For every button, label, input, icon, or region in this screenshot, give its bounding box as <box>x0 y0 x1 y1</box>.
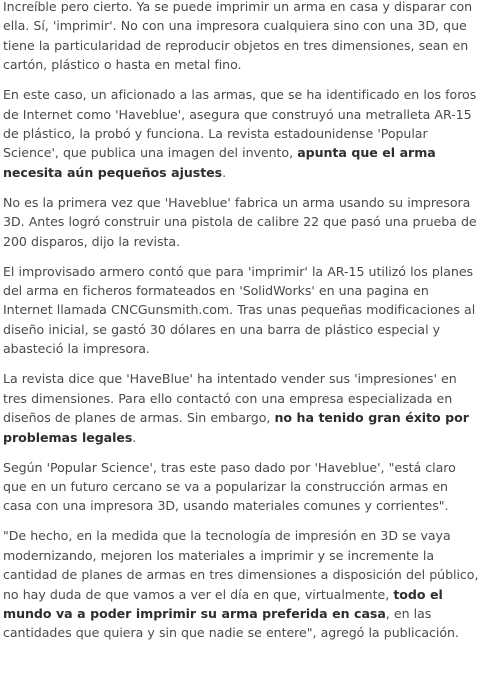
paragraph-previous-pistol <box>3 193 479 251</box>
paragraph-text: Increíble pero cierto. Ya se puede imprimir un arma en casa y disparar con ella. Sí, 'imprimir'. No con una impresora cualquiera sino con una 3D, que tiene la particularidad de reproducir objetos en tres dimensiones, sean en cartón, plástico o hasta en metal fino. <box>3 0 473 73</box>
paragraph-emphasis: apunta que el arma necesita aún pequeños ajustes <box>3 145 436 180</box>
article-body <box>3 0 479 653</box>
paragraph-plans-cost <box>3 262 479 359</box>
paragraph-intro <box>3 0 479 75</box>
paragraph-text: En este caso, un aficionado a las armas, que se ha identificado en los foros de Internet como 'Haveblue', asegura que construyó una metralleta AR-15 de plástico, la probó y funciona. La revista estadounidense 'Popular Science', que publica una imagen del invento, <box>3 87 477 161</box>
paragraph-emphasis: todo el mundo va a poder imprimir su arma preferida en casa <box>3 586 443 621</box>
paragraph-text: . <box>222 164 227 180</box>
paragraph-text: El improvisado armero contó que para 'imprimir' la AR-15 utilizó los planes del arma en ficheros formateados en 'SolidWorks' en una pagina en Internet llamada CNCGunsmith.com. Tras unas pequeñas modificaciones al diseño inicial, se gastó 30 dólares en una barra de plástico especial y abasteció la impresora. <box>3 263 476 357</box>
paragraph-selling-attempt <box>3 369 479 447</box>
paragraph-text: Según 'Popular Science', tras este paso dado por 'Haveblue', "está claro que en un futuro cercano se va a popularizar la construcción armas en casa con una impresora 3D, usando materiales comunes y corrientes". <box>3 459 456 514</box>
paragraph-text: "De hecho, en la medida que la tecnología de impresión en 3D se vaya modernizando, mejoren los materiales a imprimir y se incremente la cantidad de planes de armas en tres dimensiones a disposición del público, no hay duda de que vamos a ver el día en que, virtualmente, <box>3 528 479 602</box>
paragraph-haveblue-ar15 <box>3 85 479 182</box>
paragraph-text: La revista dice que 'HaveBlue' ha intentado vender sus 'impresiones' en tres dimensiones. Para ello contactó con una empresa especializada en diseños de planes de armas. Sin embargo, <box>3 371 457 426</box>
paragraph-text: , en las cantidades que quiera y sin que nadie se entere", agregó la publicación. <box>3 605 459 641</box>
paragraph-emphasis: no ha tenido gran éxito por problemas legales <box>3 410 469 445</box>
paragraph-text: No es la primera vez que 'Haveblue' fabrica un arma usando su impresora 3D. Antes logró construir una pistola de calibre 22 que pasó una prueba de 200 disparos, dijo la revista. <box>3 194 477 249</box>
paragraph-closing-quote <box>3 526 479 642</box>
paragraph-text: . <box>132 429 137 445</box>
paragraph-popular-science-quote <box>3 458 479 516</box>
